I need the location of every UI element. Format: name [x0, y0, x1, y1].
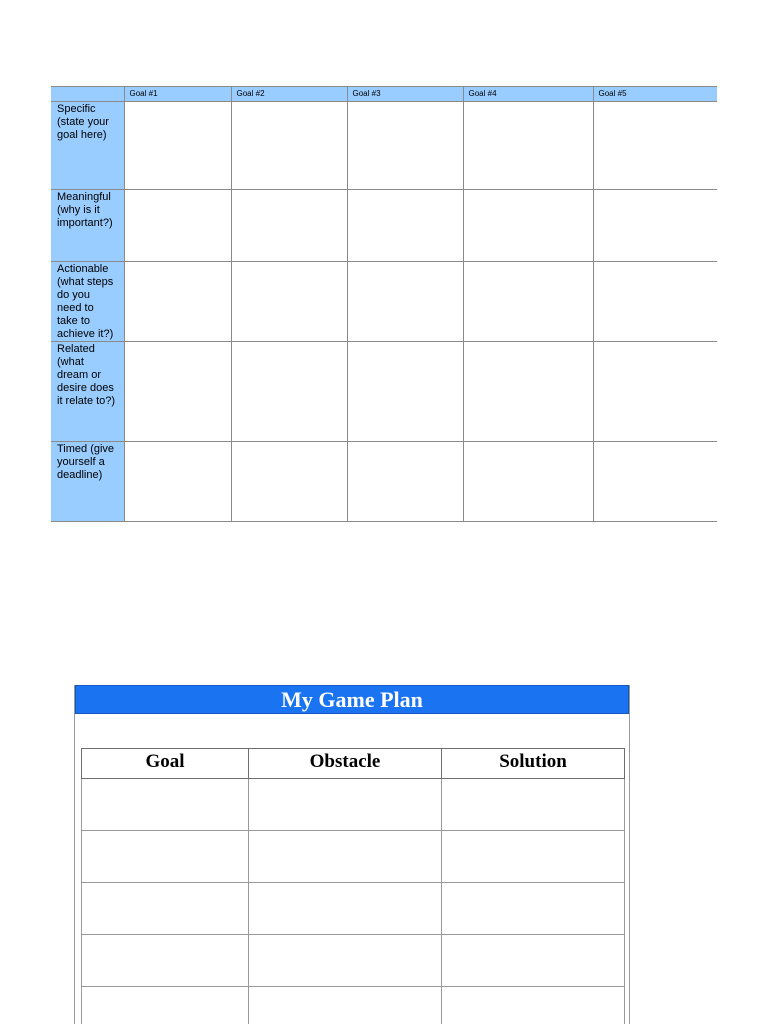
obstacle-cell[interactable] — [249, 831, 442, 883]
meaningful-goal-5-cell[interactable] — [593, 190, 717, 262]
related-goal-5-cell[interactable] — [593, 342, 717, 442]
related-label — [51, 342, 124, 442]
actionable-goal-4-cell[interactable] — [463, 262, 593, 342]
goal-cell[interactable] — [82, 883, 249, 935]
solution-cell[interactable] — [442, 987, 625, 1024]
game-plan-row — [82, 883, 625, 935]
actionable-goal-2-cell[interactable] — [231, 262, 347, 342]
timed-goal-5-cell[interactable] — [593, 442, 717, 522]
goal-column-header: Goal — [82, 749, 249, 779]
actionable-label-text: Actionable (what steps do you need to take to achieve it?) — [57, 263, 114, 340]
obstacle-cell[interactable] — [249, 935, 442, 987]
timed-goal-4-cell[interactable] — [463, 442, 593, 522]
meaningful-label-text: Meaningful (why is it important?) — [57, 191, 113, 229]
goal-cell[interactable] — [82, 779, 249, 831]
timed-goal-3-cell[interactable] — [347, 442, 463, 522]
solution-cell[interactable] — [442, 779, 625, 831]
goal-2-header: Goal #2 — [231, 87, 347, 102]
related-goal-4-cell[interactable] — [463, 342, 593, 442]
goal-5-header: Goal #5 — [593, 87, 717, 102]
meaningful-goal-2-cell[interactable] — [231, 190, 347, 262]
obstacle-cell[interactable] — [249, 779, 442, 831]
actionable-row — [51, 262, 717, 342]
specific-label-text: Specific (state your goal here) — [57, 103, 109, 141]
goal-1-header: Goal #1 — [124, 87, 231, 102]
goal-3-header: Goal #3 — [347, 87, 463, 102]
specific-goal-4-cell[interactable] — [463, 102, 593, 190]
smart-goals-table — [51, 86, 717, 522]
meaningful-goal-4-cell[interactable] — [463, 190, 593, 262]
game-plan-row — [82, 779, 625, 831]
related-goal-3-cell[interactable] — [347, 342, 463, 442]
goal-cell[interactable] — [82, 987, 249, 1024]
specific-goal-3-cell[interactable] — [347, 102, 463, 190]
specific-goal-1-cell[interactable] — [124, 102, 231, 190]
game-plan-header-row — [82, 749, 625, 779]
meaningful-goal-1-cell[interactable] — [124, 190, 231, 262]
goal-4-header: Goal #4 — [463, 87, 593, 102]
timed-label — [51, 442, 124, 522]
game-plan-row — [82, 935, 625, 987]
game-plan-panel — [74, 685, 630, 1024]
actionable-goal-1-cell[interactable] — [124, 262, 231, 342]
solution-cell[interactable] — [442, 883, 625, 935]
related-goal-1-cell[interactable] — [124, 342, 231, 442]
specific-label — [51, 102, 124, 190]
game-plan-row — [82, 987, 625, 1024]
meaningful-label — [51, 190, 124, 262]
meaningful-goal-3-cell[interactable] — [347, 190, 463, 262]
obstacle-column-header: Obstacle — [249, 749, 442, 779]
specific-goal-5-cell[interactable] — [593, 102, 717, 190]
timed-goal-2-cell[interactable] — [231, 442, 347, 522]
timed-row — [51, 442, 717, 522]
actionable-goal-3-cell[interactable] — [347, 262, 463, 342]
solution-cell[interactable] — [442, 935, 625, 987]
obstacle-cell[interactable] — [249, 987, 442, 1024]
related-goal-2-cell[interactable] — [231, 342, 347, 442]
timed-goal-1-cell[interactable] — [124, 442, 231, 522]
goal-cell[interactable] — [82, 935, 249, 987]
solution-column-header: Solution — [442, 749, 625, 779]
specific-goal-2-cell[interactable] — [231, 102, 347, 190]
actionable-goal-5-cell[interactable] — [593, 262, 717, 342]
actionable-label — [51, 262, 124, 342]
related-label-text: Related (what dream or desire does it relate to?) — [57, 343, 116, 407]
obstacle-cell[interactable] — [249, 883, 442, 935]
game-plan-title: My Game Plan — [75, 685, 629, 714]
specific-row — [51, 102, 717, 190]
game-plan-row — [82, 831, 625, 883]
timed-label-text: Timed (give yourself a deadline) — [57, 443, 115, 481]
related-row — [51, 342, 717, 442]
meaningful-row — [51, 190, 717, 262]
solution-cell[interactable] — [442, 831, 625, 883]
game-plan-table — [81, 748, 625, 1024]
goals-header-row — [51, 87, 717, 102]
goals-corner-cell — [51, 87, 124, 102]
goal-cell[interactable] — [82, 831, 249, 883]
